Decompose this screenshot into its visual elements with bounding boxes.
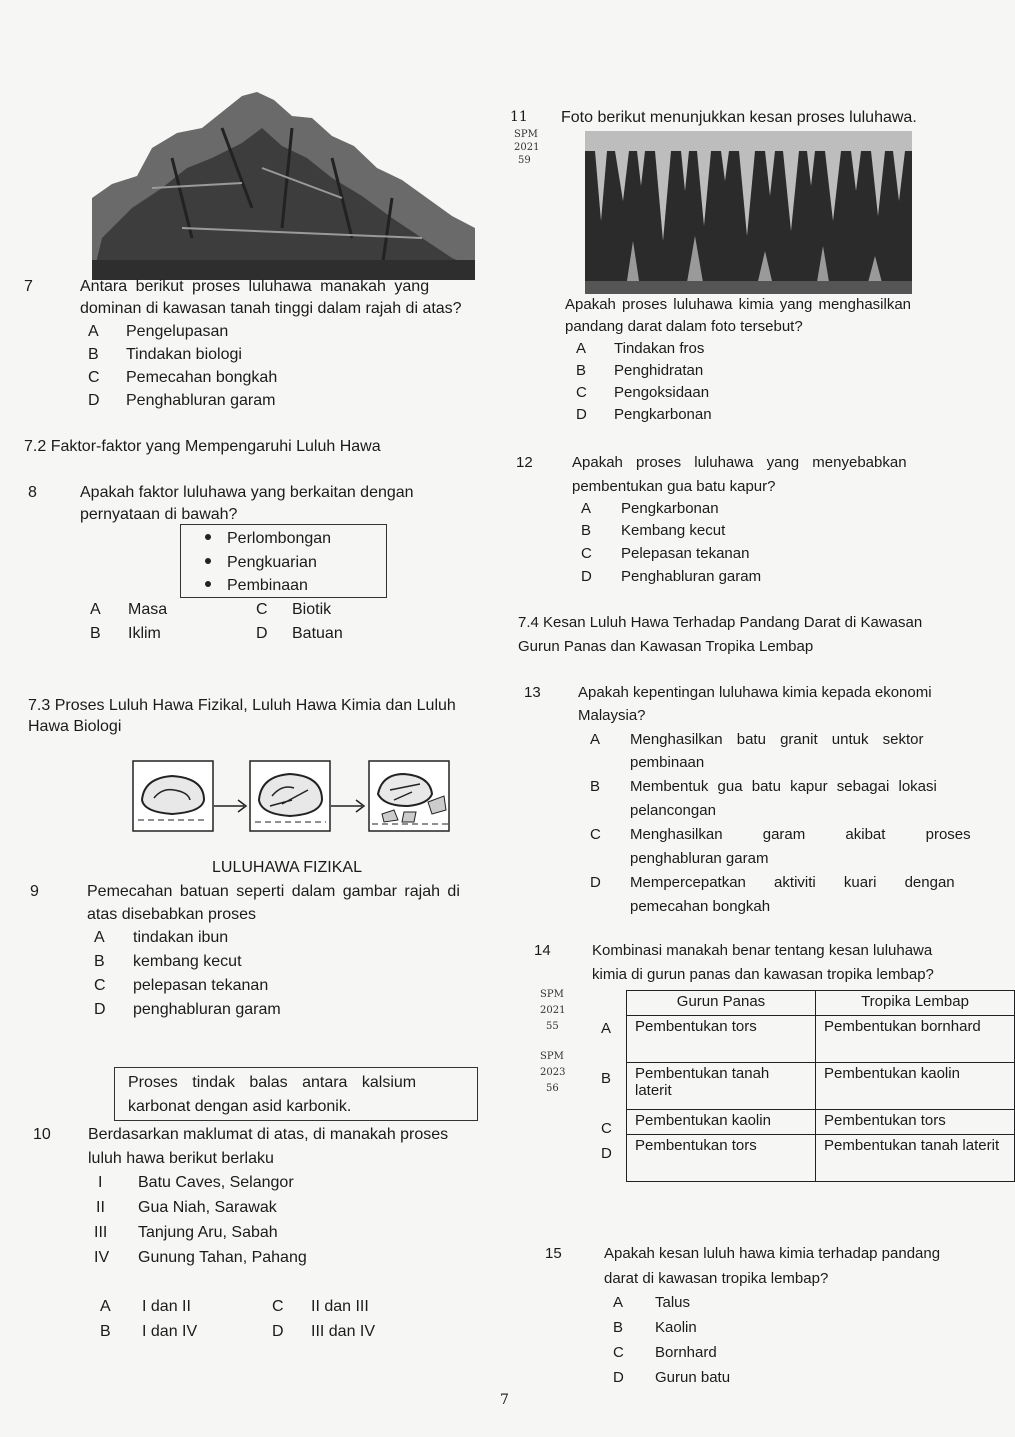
- table-row[interactable]: [627, 1135, 1015, 1182]
- table-row[interactable]: [627, 1063, 1015, 1110]
- q15-number: 15: [545, 1245, 562, 1262]
- q11-option-b-letter: B: [576, 362, 587, 379]
- q14-row-b-letter: B: [601, 1070, 612, 1087]
- q10-item-4-roman: IV: [94, 1249, 110, 1266]
- q9-option-d-letter: D: [94, 1001, 106, 1018]
- q7-option-c[interactable]: Pemecahan bongkah: [126, 369, 278, 386]
- q11-ref-question: 59: [518, 155, 531, 166]
- q11-ref-exam: SPM: [514, 129, 538, 140]
- bullet-icon: [205, 534, 211, 540]
- q10-item-2: Gua Niah, Sarawak: [138, 1199, 277, 1216]
- q9-option-b-letter: B: [94, 953, 105, 970]
- q9-option-a-letter: A: [94, 929, 105, 946]
- mountain-photo: [92, 88, 475, 280]
- q13-option-d-line2[interactable]: pemecahan bongkah: [630, 898, 771, 915]
- section-7-3-heading-line1: 7.3 Proses Luluh Hawa Fizikal, Luluh Hawa Kimia dan Luluh: [28, 697, 456, 714]
- q11-stem-line2: pandang darat dalam foto tersebut?: [565, 318, 803, 335]
- q15-option-b-letter: B: [613, 1319, 624, 1336]
- q11-option-d[interactable]: Pengkarbonan: [614, 406, 712, 423]
- q9-stem-line1: Pemecahan batuan seperti dalam gambar rajah di: [87, 883, 460, 900]
- q12-option-c[interactable]: Pelepasan tekanan: [621, 545, 750, 562]
- table-row[interactable]: [627, 1110, 1015, 1135]
- section-7-2-heading: 7.2 Faktor-faktor yang Mempengaruhi Luluh Hawa: [24, 438, 381, 455]
- section-7-4-heading-line2: Gurun Panas dan Kawasan Tropika Lembap: [518, 638, 814, 655]
- q7-option-c-letter: C: [88, 369, 100, 386]
- q15-stem-line2: darat di kawasan tropika lembap?: [604, 1270, 829, 1287]
- q8-stem-line2: pernyataan di bawah?: [80, 506, 238, 523]
- q14-ref2-question: 56: [546, 1083, 559, 1094]
- q13-option-d-line1[interactable]: Mempercepatkan aktiviti kuari dengan: [630, 874, 955, 891]
- q14-ref1-year: 2021: [540, 1005, 566, 1016]
- table-header-cell: Tropika Lembap: [816, 991, 1015, 1016]
- q10-option-d[interactable]: III dan IV: [311, 1323, 376, 1340]
- q9-diagram-caption: LULUHAWA FIZIKAL: [212, 859, 362, 876]
- q12-option-a-letter: A: [581, 500, 592, 517]
- q13-option-d-letter: D: [590, 874, 601, 891]
- q7-stem-line2: dominan di kawasan tanah tinggi dalam rajah di atas?: [80, 300, 462, 317]
- q9-option-b[interactable]: kembang kecut: [133, 953, 242, 970]
- q7-option-a-letter: A: [88, 323, 99, 340]
- table-cell: Pembentukan kaolin: [816, 1063, 1015, 1110]
- q10-number: 10: [33, 1126, 51, 1143]
- q11-number: 11: [510, 109, 528, 125]
- table-cell: Pembentukan tors: [627, 1135, 816, 1182]
- q12-option-d-letter: D: [581, 568, 592, 585]
- q14-ref1-exam: SPM: [540, 989, 564, 1000]
- q14-row-a-letter: A: [601, 1020, 612, 1037]
- q10-option-a[interactable]: I dan II: [142, 1298, 191, 1315]
- section-7-4-heading-line1: 7.4 Kesan Luluh Hawa Terhadap Pandang Darat di Kawasan: [518, 614, 923, 631]
- q12-number: 12: [516, 454, 533, 471]
- q10-option-b[interactable]: I dan IV: [142, 1323, 198, 1340]
- q10-item-3-roman: III: [94, 1224, 108, 1241]
- q10-item-1: Batu Caves, Selangor: [138, 1174, 294, 1191]
- q7-option-b-letter: B: [88, 346, 99, 363]
- q7-number: 7: [24, 278, 33, 295]
- q13-option-c-line1[interactable]: Menghasilkan garam akibat proses: [630, 826, 971, 843]
- q11-option-a-letter: A: [576, 340, 587, 357]
- q12-option-c-letter: C: [581, 545, 592, 562]
- table-cell: Pembentukan kaolin: [627, 1110, 816, 1135]
- q10-info-line2: karbonat dengan asid karbonik.: [128, 1098, 352, 1115]
- q15-option-c[interactable]: Bornhard: [655, 1344, 717, 1361]
- q14-stem-line2: kimia di gurun panas dan kawasan tropika lembap?: [592, 966, 934, 983]
- q13-option-b-letter: B: [590, 778, 601, 795]
- q8-stem-line1: Apakah faktor luluhawa yang berkaitan dengan: [80, 484, 414, 501]
- q8-bullet-2: Pengkuarian: [227, 554, 317, 571]
- table-header-cell: Gurun Panas: [627, 991, 816, 1016]
- q10-stem-line2: luluh hawa berikut berlaku: [88, 1150, 274, 1167]
- table-cell: Pembentukan bornhard: [816, 1016, 1015, 1063]
- q9-option-c[interactable]: pelepasan tekanan: [133, 977, 269, 994]
- q15-option-a-letter: A: [613, 1294, 624, 1311]
- q11-option-a[interactable]: Tindakan fros: [614, 340, 705, 357]
- q12-stem-line2: pembentukan gua batu kapur?: [572, 478, 776, 495]
- table-cell: Pembentukan tanah laterit: [816, 1135, 1015, 1182]
- q8-option-a-letter: A: [90, 601, 101, 618]
- q11-option-c[interactable]: Pengoksidaan: [614, 384, 710, 401]
- q8-option-b[interactable]: Iklim: [128, 625, 161, 642]
- q14-comparison-table: [626, 990, 1015, 1182]
- q10-stem-line1: Berdasarkan maklumat di atas, di manakah proses: [88, 1126, 449, 1143]
- section-7-3-heading-line2: Hawa Biologi: [28, 718, 122, 735]
- q9-stem-line2: atas disebabkan proses: [87, 906, 256, 923]
- q12-option-a[interactable]: Pengkarbonan: [621, 500, 719, 517]
- table-header-row: [627, 991, 1015, 1016]
- q10-info-line1: Proses tindak balas antara kalsium: [128, 1074, 417, 1091]
- q10-option-a-letter: A: [100, 1298, 111, 1315]
- q14-row-d-letter: D: [601, 1145, 612, 1162]
- page-number: 7: [500, 1392, 509, 1408]
- q14-row-c-letter: C: [601, 1120, 612, 1137]
- q15-stem-line1: Apakah kesan luluh hawa kimia terhadap pandang: [604, 1245, 941, 1262]
- q12-option-b[interactable]: Kembang kecut: [621, 522, 726, 539]
- bullet-icon: [205, 581, 211, 587]
- q10-item-3: Tanjung Aru, Sabah: [138, 1224, 278, 1241]
- q15-option-b[interactable]: Kaolin: [655, 1319, 697, 1336]
- q8-option-d[interactable]: Batuan: [292, 625, 343, 642]
- cave-photo: [585, 131, 912, 294]
- q8-number: 8: [28, 484, 37, 501]
- q14-ref2-year: 2023: [540, 1067, 566, 1078]
- q11-stem-line1: Apakah proses luluhawa kimia yang menghasilkan: [565, 296, 912, 313]
- q8-bullet-1: Perlombongan: [227, 530, 332, 547]
- q9-option-c-letter: C: [94, 977, 106, 994]
- q12-option-d[interactable]: Penghabluran garam: [621, 568, 762, 585]
- q10-item-4: Gunung Tahan, Pahang: [138, 1249, 307, 1266]
- table-cell: Pembentukan tanah laterit: [627, 1063, 816, 1110]
- q11-title: Foto berikut menunjukkan kesan proses luluhawa.: [561, 109, 917, 126]
- bullet-icon: [205, 558, 211, 564]
- q13-option-a-line1[interactable]: Menghasilkan batu granit untuk sektor: [630, 731, 924, 748]
- q10-option-b-letter: B: [100, 1323, 111, 1340]
- q7-option-d-letter: D: [88, 392, 100, 409]
- q10-option-c-letter: C: [272, 1298, 284, 1315]
- q10-item-2-roman: II: [96, 1199, 105, 1216]
- table-cell: Pembentukan tors: [627, 1016, 816, 1063]
- q8-option-a[interactable]: Masa: [128, 601, 168, 618]
- q13-stem-line2: Malaysia?: [578, 707, 646, 724]
- q13-option-c-letter: C: [590, 826, 601, 843]
- q13-option-a-line2[interactable]: pembinaan: [630, 754, 705, 771]
- q9-number: 9: [30, 883, 39, 900]
- q8-option-c-letter: C: [256, 601, 268, 618]
- q8-option-b-letter: B: [90, 625, 101, 642]
- q13-option-b-line1[interactable]: Membentuk gua batu kapur sebagai lokasi: [630, 778, 937, 795]
- q7-option-d[interactable]: Penghabluran garam: [126, 392, 276, 409]
- q11-ref-year: 2021: [514, 142, 540, 153]
- q7-stem-line1: Antara berikut proses luluhawa manakah yang: [80, 278, 430, 295]
- q13-stem-line1: Apakah kepentingan luluhawa kimia kepada ekonomi: [578, 684, 932, 701]
- q10-item-1-roman: I: [98, 1174, 103, 1191]
- q15-option-a[interactable]: Talus: [655, 1294, 691, 1311]
- q15-option-d-letter: D: [613, 1369, 624, 1386]
- q12-stem-line1: Apakah proses luluhawa yang menyebabkan: [572, 454, 907, 471]
- q14-stem-line1: Kombinasi manakah benar tentang kesan luluhawa: [592, 942, 933, 959]
- q14-number: 14: [534, 942, 551, 959]
- q7-option-b[interactable]: Tindakan biologi: [126, 346, 242, 363]
- q11-option-b[interactable]: Penghidratan: [614, 362, 704, 379]
- q7-option-a[interactable]: Pengelupasan: [126, 323, 229, 340]
- q12-option-b-letter: B: [581, 522, 592, 539]
- q8-option-d-letter: D: [256, 625, 268, 642]
- table-row[interactable]: [627, 1016, 1015, 1063]
- q13-option-c-line2[interactable]: penghabluran garam: [630, 850, 769, 867]
- q13-option-a-letter: A: [590, 731, 601, 748]
- q13-number: 13: [524, 684, 541, 701]
- q15-option-d[interactable]: Gurun batu: [655, 1369, 731, 1386]
- q14-ref2-exam: SPM: [540, 1051, 564, 1062]
- q10-option-c[interactable]: II dan III: [311, 1298, 369, 1315]
- q14-ref1-question: 55: [546, 1021, 559, 1032]
- q9-option-d[interactable]: penghabluran garam: [133, 1001, 281, 1018]
- q9-option-a[interactable]: tindakan ibun: [133, 929, 229, 946]
- q15-option-c-letter: C: [613, 1344, 624, 1361]
- q11-option-d-letter: D: [576, 406, 587, 423]
- q10-option-d-letter: D: [272, 1323, 284, 1340]
- table-cell: Pembentukan tors: [816, 1110, 1015, 1135]
- q8-option-c[interactable]: Biotik: [292, 601, 332, 618]
- q13-option-b-line2[interactable]: pelancongan: [630, 802, 716, 819]
- q11-option-c-letter: C: [576, 384, 587, 401]
- physical-weathering-diagram: [132, 760, 452, 832]
- q8-bullet-3: Pembinaan: [227, 577, 308, 594]
